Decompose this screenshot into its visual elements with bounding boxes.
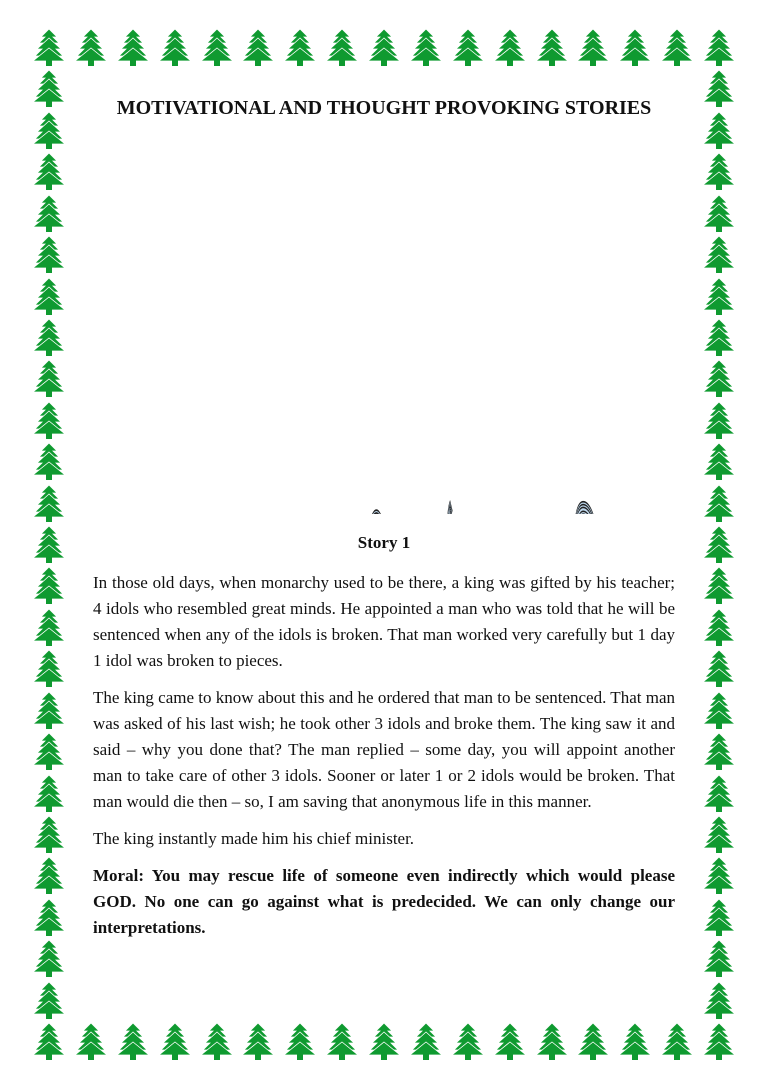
pine-tree-icon [451, 1022, 485, 1060]
pine-tree-icon [409, 28, 443, 66]
pine-tree-icon [158, 1022, 192, 1060]
pine-tree-icon [32, 277, 66, 315]
pine-tree-icon [200, 28, 234, 66]
pine-tree-icon [32, 566, 66, 604]
pine-tree-icon [367, 28, 401, 66]
pine-tree-icon [702, 359, 736, 397]
pine-tree-icon [32, 111, 66, 149]
pine-tree-icon [618, 1022, 652, 1060]
pine-tree-icon [451, 28, 485, 66]
pine-tree-icon [325, 28, 359, 66]
pine-tree-icon [325, 1022, 359, 1060]
pine-tree-icon [409, 1022, 443, 1060]
pine-tree-icon [702, 442, 736, 480]
pine-tree-icon [32, 69, 66, 107]
pine-tree-icon [576, 28, 610, 66]
pine-tree-icon [367, 1022, 401, 1060]
pine-tree-icon [32, 856, 66, 894]
pine-tree-icon [241, 1022, 275, 1060]
pine-tree-icon [702, 939, 736, 977]
pine-tree-icon [32, 981, 66, 1019]
pine-tree-icon [702, 525, 736, 563]
pine-tree-icon [702, 277, 736, 315]
pine-tree-icon [32, 815, 66, 853]
pine-tree-icon [32, 318, 66, 356]
pine-tree-icon [702, 111, 736, 149]
pine-tree-icon [32, 359, 66, 397]
pine-tree-icon [702, 152, 736, 190]
wordart-text [106, 502, 667, 514]
story-heading: Story 1 [357, 533, 411, 552]
pine-tree-icon [32, 732, 66, 770]
story-paragraph: In those old days, when monarchy used to be there, a king was gifted by his teacher; 4 idols who resembled great minds. He appointed a man who was told that he will be sentenced when any of the idols is broken. That man worked very carefully but 1 day 1 idol was broken to pieces. [93, 573, 675, 670]
story-body [93, 570, 675, 952]
pine-tree-icon [32, 194, 66, 232]
pine-tree-icon [32, 442, 66, 480]
pine-tree-icon [32, 401, 66, 439]
pine-tree-icon [702, 318, 736, 356]
story-paragraph: The king came to know about this and he ordered that man to be sentenced. That man was asked of his last wish; he took other 3 idols and broke them. The king saw it and said – why you done that? The man replied – some day, you will appoint another man to take care of other 3 idols. Sooner or later 1 or 2 idols would be broken. That man would die then – so, I am saving that anonymous life in this manner. [93, 688, 675, 811]
pine-tree-icon [702, 194, 736, 232]
pine-tree-icon [32, 608, 66, 646]
pine-tree-icon [32, 235, 66, 273]
pine-tree-icon [618, 28, 652, 66]
bengali-wordart-heading [90, 162, 686, 514]
pine-tree-icon [702, 649, 736, 687]
pine-tree-icon [702, 856, 736, 894]
pine-tree-icon [702, 235, 736, 273]
pine-tree-icon [32, 1022, 66, 1060]
pine-tree-icon [702, 484, 736, 522]
pine-tree-icon [576, 1022, 610, 1060]
pine-tree-icon [116, 1022, 150, 1060]
pine-tree-icon [493, 1022, 527, 1060]
pine-tree-icon [283, 1022, 317, 1060]
pine-tree-icon [74, 28, 108, 66]
pine-tree-icon [702, 981, 736, 1019]
pine-tree-icon [74, 1022, 108, 1060]
pine-tree-icon [535, 1022, 569, 1060]
pine-tree-icon [702, 69, 736, 107]
pine-tree-icon [702, 815, 736, 853]
pine-tree-icon [702, 1022, 736, 1060]
pine-tree-icon [493, 28, 527, 66]
pine-tree-icon [283, 28, 317, 66]
pine-tree-icon [702, 608, 736, 646]
pine-tree-icon [702, 898, 736, 936]
pine-tree-icon [702, 28, 736, 66]
pine-tree-icon [32, 525, 66, 563]
pine-tree-icon [702, 401, 736, 439]
pine-tree-icon [32, 939, 66, 977]
pine-tree-icon [702, 732, 736, 770]
pine-tree-icon [32, 691, 66, 729]
story-moral: Moral: You may rescue life of someone even indirectly which would please GOD. No one can go against what is predecided. We can only change our interpretations. [93, 866, 675, 937]
pine-tree-icon [660, 1022, 694, 1060]
pine-tree-icon [32, 898, 66, 936]
pine-tree-icon [32, 649, 66, 687]
pine-tree-icon [32, 152, 66, 190]
page-title: MOTIVATIONAL AND THOUGHT PROVOKING STORIES [116, 97, 652, 119]
pine-tree-icon [702, 566, 736, 604]
pine-tree-icon [702, 691, 736, 729]
pine-tree-icon [702, 774, 736, 812]
pine-tree-icon [535, 28, 569, 66]
pine-tree-icon [32, 774, 66, 812]
pine-tree-icon [116, 28, 150, 66]
pine-tree-icon [32, 28, 66, 66]
pine-tree-icon [158, 28, 192, 66]
story-paragraph: The king instantly made him his chief minister. [93, 829, 415, 848]
pine-tree-icon [241, 28, 275, 66]
pine-tree-icon [32, 484, 66, 522]
pine-tree-icon [200, 1022, 234, 1060]
pine-tree-icon [660, 28, 694, 66]
